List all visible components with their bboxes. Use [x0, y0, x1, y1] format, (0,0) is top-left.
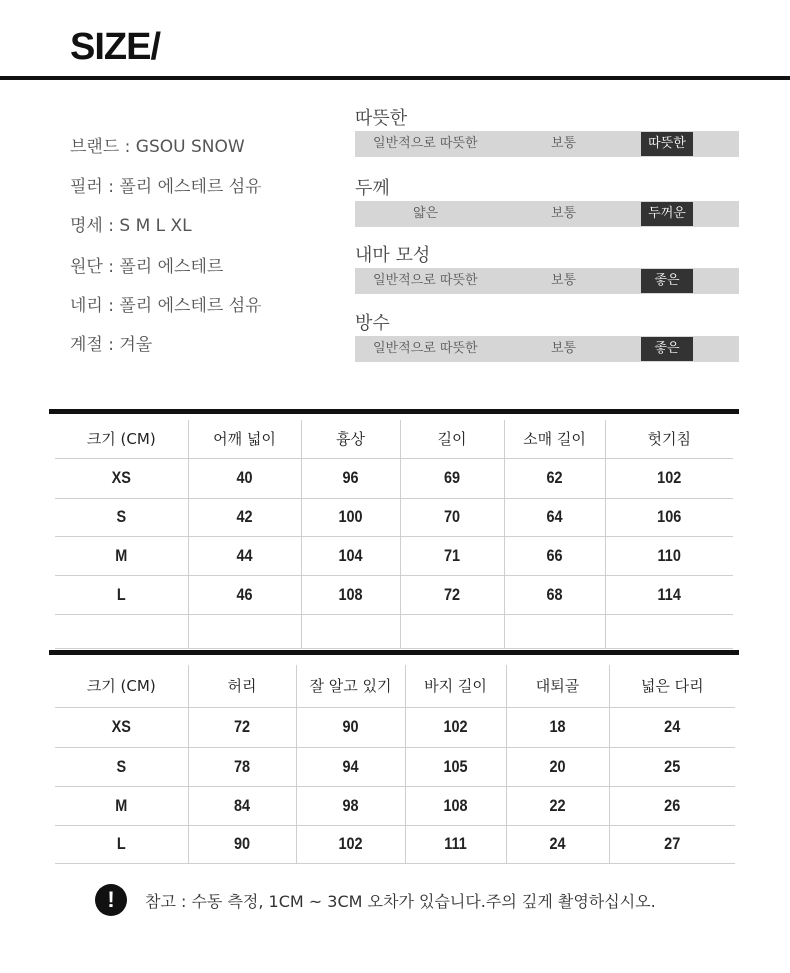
- table-header-cell: 대퇴골: [506, 665, 609, 707]
- table-header-row: [55, 420, 733, 458]
- table-cell: 68: [512, 575, 598, 614]
- table-cell: 62: [512, 458, 598, 498]
- table-header-cell: 넓은 다리: [609, 665, 735, 707]
- rating-option: 보통: [551, 273, 577, 288]
- table-cell: 111: [413, 825, 499, 863]
- table-top-rule: [49, 409, 739, 414]
- rating-bar-thickness: [355, 201, 739, 227]
- table-row: [55, 707, 735, 747]
- table-cell: 114: [615, 575, 724, 614]
- table-cell: 46: [196, 575, 292, 614]
- rating-option: 일반적으로 따뜻한: [373, 273, 478, 288]
- table-bottom-rule: [49, 650, 739, 655]
- table-header-cell: 크기 (CM): [55, 665, 188, 707]
- table-cell: XS: [65, 458, 178, 498]
- table-row: [55, 498, 733, 536]
- table-cell: 100: [308, 498, 392, 536]
- table-row: [55, 575, 733, 614]
- table-cell: L: [65, 575, 178, 614]
- table-header-row: [55, 665, 735, 707]
- rating-option: 얇은: [413, 206, 439, 221]
- rating-bar-waterproof: [355, 336, 739, 362]
- table-cell: 64: [512, 498, 598, 536]
- table-cell: 27: [618, 825, 725, 863]
- table-cell: 104: [308, 536, 392, 575]
- table-cell: 94: [304, 747, 397, 786]
- table-cell: [308, 614, 392, 648]
- table-cell: 102: [615, 458, 724, 498]
- size-table-top: [55, 420, 733, 649]
- exclamation-icon: !: [95, 884, 127, 916]
- table-row: [55, 747, 735, 786]
- rating-option: 보통: [551, 206, 577, 221]
- table-header-cell: 잘 알고 있기: [296, 665, 405, 707]
- table-header-cell: 헛기침: [605, 420, 733, 458]
- table-cell: [512, 614, 598, 648]
- table-header-cell: 허리: [188, 665, 296, 707]
- table-cell: 66: [512, 536, 598, 575]
- rating-option: 일반적으로 따뜻한: [373, 341, 478, 356]
- table-cell: 108: [308, 575, 392, 614]
- table-cell: M: [65, 786, 178, 825]
- rating-title-abrasion: 내마 모성: [355, 245, 431, 266]
- size-table-bottom: [55, 665, 735, 864]
- rating-title-thickness: 두께: [355, 178, 390, 199]
- table-cell: 90: [196, 825, 288, 863]
- table-cell: 20: [514, 747, 602, 786]
- spec-brand: 브랜드 : GSOU SNOW: [70, 137, 245, 157]
- table-cell: 84: [196, 786, 288, 825]
- table-cell: [408, 614, 496, 648]
- table-cell: 98: [304, 786, 397, 825]
- table-row: [55, 786, 735, 825]
- rating-title-warmth: 따뜻한: [355, 108, 408, 129]
- table-cell: 24: [618, 707, 725, 747]
- table-cell: 110: [615, 536, 724, 575]
- table-cell: S: [65, 747, 178, 786]
- rating-option: 일반적으로 따뜻한: [373, 136, 478, 151]
- table-cell: 90: [304, 707, 397, 747]
- table-cell: 102: [413, 707, 499, 747]
- table-cell: 24: [514, 825, 602, 863]
- table-cell: 105: [413, 747, 499, 786]
- rating-title-waterproof: 방수: [355, 313, 390, 334]
- table-cell: 22: [514, 786, 602, 825]
- table-header-cell: 흉상: [301, 420, 400, 458]
- spec-season: 계절 : 겨울: [70, 335, 153, 355]
- table-row: [55, 458, 733, 498]
- table-cell: L: [65, 825, 178, 863]
- table-cell: 26: [618, 786, 725, 825]
- table-header-cell: 어깨 넓이: [188, 420, 301, 458]
- table-header-cell: 소매 길이: [504, 420, 605, 458]
- rating-bar-warmth: [355, 131, 739, 157]
- table-row: [55, 825, 735, 863]
- table-cell: 70: [408, 498, 496, 536]
- table-cell: 106: [615, 498, 724, 536]
- table-header-cell: 크기 (CM): [55, 420, 188, 458]
- table-cell: 42: [196, 498, 292, 536]
- rating-option-selected: 좋은: [641, 337, 693, 361]
- table-cell: XS: [65, 707, 178, 747]
- table-cell: S: [65, 498, 178, 536]
- rating-option: 보통: [551, 136, 577, 151]
- table-cell: 78: [196, 747, 288, 786]
- table-cell: 102: [304, 825, 397, 863]
- rating-option-selected: 따뜻한: [641, 132, 693, 156]
- table-cell: 44: [196, 536, 292, 575]
- rating-option-selected: 좋은: [641, 269, 693, 293]
- table-row-empty: [55, 614, 733, 648]
- table-row: [55, 536, 733, 575]
- table-cell: 25: [618, 747, 725, 786]
- title-divider: [0, 76, 790, 80]
- table-cell: 72: [196, 707, 288, 747]
- rating-option: 보통: [551, 341, 577, 356]
- table-cell: 18: [514, 707, 602, 747]
- rating-option-selected: 두꺼운: [641, 202, 693, 226]
- spec-fabric: 원단 : 폴리 에스테르: [70, 257, 224, 277]
- page-title: SIZE/: [70, 26, 161, 68]
- table-cell: [196, 614, 292, 648]
- spec-lining: 네리 : 폴리 에스테르 섬유: [70, 296, 262, 316]
- note-text: 참고 : 수동 측정, 1CM ~ 3CM 오차가 있습니다.주의 깊게 촬영하십시오.: [145, 892, 656, 911]
- table-cell: 96: [308, 458, 392, 498]
- spec-sizes: 명세 : S M L XL: [70, 216, 192, 236]
- table-cell: 108: [413, 786, 499, 825]
- table-cell: [65, 614, 178, 648]
- rating-bar-abrasion: [355, 268, 739, 294]
- table-cell: 69: [408, 458, 496, 498]
- table-cell: 72: [408, 575, 496, 614]
- table-cell: 40: [196, 458, 292, 498]
- table-cell: 71: [408, 536, 496, 575]
- table-cell: M: [65, 536, 178, 575]
- table-header-cell: 바지 길이: [405, 665, 506, 707]
- table-cell: [615, 614, 724, 648]
- spec-filler: 필러 : 폴리 에스테르 섬유: [70, 177, 262, 197]
- table-header-cell: 길이: [400, 420, 504, 458]
